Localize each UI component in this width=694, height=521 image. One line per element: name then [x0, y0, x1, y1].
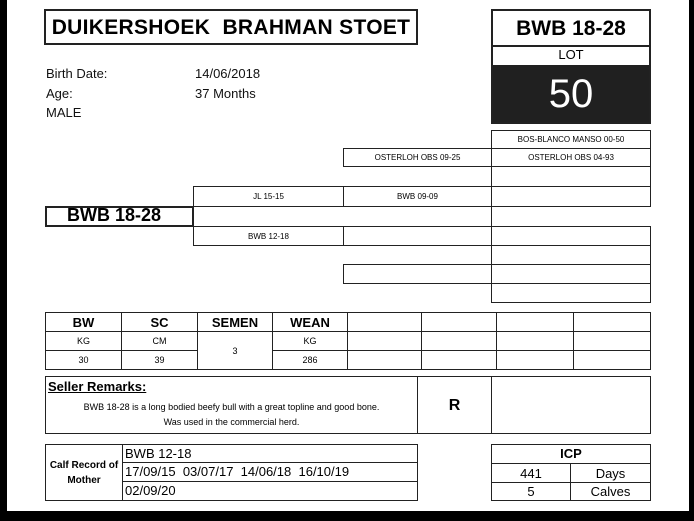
pedigree-right-6 [491, 245, 651, 265]
calf-dates-box-2 [122, 481, 418, 501]
pedigree-right-3 [491, 166, 651, 187]
wean-header: WEAN [273, 313, 348, 332]
icp-title-box [491, 444, 651, 464]
pedigree-right-8 [491, 283, 651, 303]
pedigree-sire: BWB 09-09 [343, 186, 492, 207]
calf-mother-id-box [122, 444, 418, 463]
semen-header: SEMEN [198, 313, 273, 332]
sc-header: SC [122, 313, 198, 332]
pedigree-animal-row [193, 206, 492, 227]
pedigree-right-7 [491, 264, 651, 284]
seller-remarks-line1: BWB 18-28 is a long bodied beefy bull with a great topline and good bone. [83, 402, 380, 412]
pedigree-dam: BWB 12-18 [193, 226, 344, 246]
seller-remarks-label: Seller Remarks: [48, 379, 147, 394]
perf-empty-1 [348, 313, 422, 332]
age-value: 37 Months [195, 86, 256, 101]
seller-remarks-box [45, 376, 418, 434]
calf-dates-line1: 17/09/15 03/07/17 14/06/18 16/10/19 [125, 464, 350, 479]
calf-record-label-box [45, 444, 123, 501]
bw-header: BW [46, 313, 122, 332]
icp-calves-label-box [570, 482, 651, 501]
sale-sheet [7, 0, 689, 511]
bw-unit: KG [46, 332, 122, 351]
pedigree-sire-sire: JL 15-15 [193, 186, 344, 207]
birth-date-value: 14/06/2018 [195, 66, 261, 81]
lot-number-box [493, 65, 649, 122]
perf-empty-2 [422, 313, 497, 332]
rating-box [417, 376, 492, 434]
rating-value: R [448, 397, 461, 414]
semen-value: 3 [198, 332, 273, 370]
sc-unit: CM [122, 332, 198, 351]
icp-title: ICP [560, 446, 582, 461]
birth-date-label: Birth Date: [46, 66, 108, 81]
icp-days-label: Days [595, 466, 626, 481]
farm-name: DUIKERSHOEK BRAHMAN STOET [51, 16, 411, 39]
pedigree-sire-dam-a: OSTERLOH OBS 09-25 [343, 148, 492, 167]
age-label: Age: [46, 86, 73, 101]
calf-mother-id: BWB 12-18 [125, 446, 192, 461]
wean-value: 286 [273, 351, 348, 370]
wean-unit: KG [273, 332, 348, 351]
icp-calves-label: Calves [590, 484, 631, 499]
sc-value: 39 [122, 351, 198, 370]
animal-id-header: BWB 18-28 [493, 13, 649, 47]
pedigree-right-5 [491, 226, 651, 246]
lot-label: LOT [558, 47, 584, 62]
remarks-right-box [491, 376, 651, 434]
icp-calves-value-box [491, 482, 571, 501]
lot-number: 50 [548, 72, 594, 116]
pedigree-animal-id: BWB 18-28 [67, 205, 162, 225]
icp-calves-value: 5 [527, 484, 535, 499]
calf-dates-box-1 [122, 462, 418, 482]
performance-table [45, 312, 651, 370]
perf-empty-3 [497, 313, 574, 332]
lot-panel [491, 9, 651, 124]
icp-days-value-box [491, 463, 571, 483]
calf-dates-line2: 02/09/20 [125, 483, 176, 498]
pedigree-third-4 [343, 264, 492, 284]
farm-name-box [44, 9, 418, 45]
calf-record-label-2: Mother [67, 475, 101, 486]
sex-label: MALE [46, 105, 82, 120]
icp-days-value: 441 [520, 466, 542, 481]
calf-record-label-1: Calf Record of [49, 460, 119, 471]
perf-empty-4 [574, 313, 651, 332]
pedigree-right-2: OSTERLOH OBS 04-93 [491, 148, 651, 167]
pedigree-animal-box [45, 206, 194, 227]
pedigree-third-3 [343, 226, 492, 246]
bw-value: 30 [46, 351, 122, 370]
seller-remarks-line2: Was used in the commercial herd. [163, 417, 300, 427]
pedigree-top-ancestor: BOS-BLANCO MANSO 00-50 [491, 130, 651, 149]
pedigree-right-4 [491, 186, 651, 207]
icp-days-label-box [570, 463, 651, 483]
